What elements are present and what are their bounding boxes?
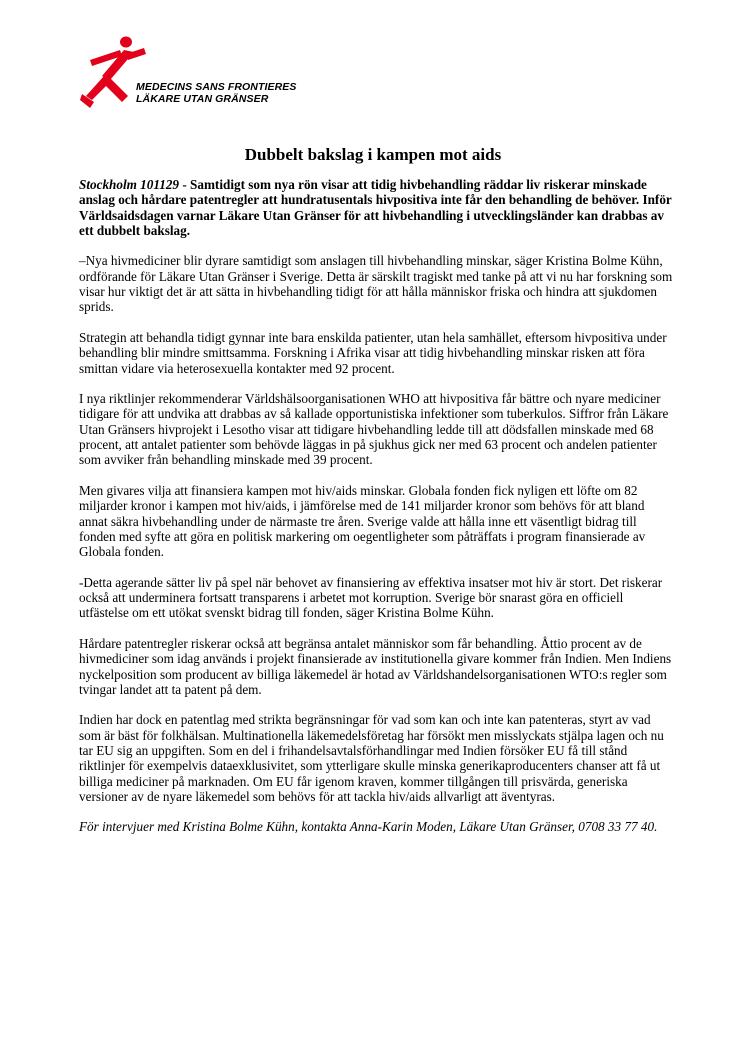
lead-text: - Samtidigt som nya rön visar att tidig hivbehandling räddar liv riskerar minskade anslag och hårdare patentregler att hundratusentals hivpositiva inte får den behandling de behöver. Inför Världsaidsdagen varnar Läkare Utan Gränser för att hivbehandling i utvecklingsländer kan drabbas av ett dubbelt bakslag.: [79, 177, 672, 238]
body-paragraph: –Nya hivmediciner blir dyrare samtidigt som anslagen till hivbehandling minskar, säger Kristina Bolme Kühn, ordförande för Läkare Utan Gränser i Sverige. Detta är särskilt tragiskt med tanke på att vi nu har forskning som visar hur viktigt det är att sätta in hivbehandling tidigt för att hålla människor friska och hindra att sjukdomen sprids.: [79, 253, 673, 315]
dateline: Stockholm 101129: [79, 177, 180, 192]
body-paragraph: Men givares vilja att finansiera kampen mot hiv/aids minskar. Globala fonden fick nyligen ett löfte om 82 miljarder kronor i kampen mot hiv/aids, i jämförelse med de 141 miljarder kronor som behövs för att bland annat säkra hivbehandling under de närmaste tre åren. Sverige valde att hålla inne ett väsentligt bidrag till fonden med syfte att göra en politisk markering om oegentligheter som påträffats i program finansierade av Globala fonden.: [79, 482, 646, 560]
body-paragraph: I nya riktlinjer rekommenderar Världshälsoorganisationen WHO att hivpositiva får bättre och nyare mediciner tidigare för att undvika att drabbas av så kallade opportunistiska infektioner som tuberkulos. Siffror från Läkare Utan Gränsers hivprojekt i Lesotho visar att tidigare hivbehandling ledde till att dödsfallen minskade med 68 procent, att antalet patienter som behövde läggas in på sjukhus gick ner med 63 procent och andelen patienter som avviker från behandling minskade med 39 procent.: [79, 391, 669, 468]
body-paragraph: Hårdare patentregler riskerar också att begränsa antalet människor som får behandling. Åttio procent av de hivmediciner som idag används i projekt finansierade av institutionella givare kommer från Indien. Men Indiens nyckelposition som producent av billiga läkemedel är hotad av Världshandelsorganisationen WTO:s regler som tvingar landet att ta patent på dem.: [79, 635, 672, 697]
body-paragraph: Strategin att behandla tidigt gynnar inte bara enskilda patienter, utan hela samhället, eftersom hivpositiva under behandling blir mindre smittsamma. Forskning i Afrika visar att tidig hivbehandling minskar risken att föra smittan vidare via heterosexuella kontakter med 92 procent.: [79, 329, 667, 376]
lead-paragraph: [79, 177, 675, 238]
msf-logo: [80, 36, 310, 112]
document-title: Dubbelt bakslag i kampen mot aids: [244, 145, 502, 164]
body-paragraph: -Detta agerande sätter liv på spel när behovet av finansiering av effektiva insatser mot hiv är stort. Det riskerar också att underminera fortsatt transparens i arbetet mot korruption. Sverige bör snarast göra en officiell utfästelse om ett utökat svenskt bidrag till fonden, säger Kristina Bolme Kühn.: [79, 574, 663, 621]
body-paragraph: Indien har dock en patentlag med strikta begränsningar för vad som kan och inte kan patenteras, styrt av vad som är bäst för folkhälsan. Multinationella läkemedelsföretag har försökt men misslyckats stjälpa lagen och nu tar EU sig an uppgiften. Som en del i frihandelsavtalsförhandlingar med Indien försöker EU få till stånd riktlinjer för exempelvis dataexklusivitet, som ytterligare skulle minska generikaproducenters chanser att få ut billiga mediciner på marknaden. Om EU får igenom kraven, kommer tillgången till prisvärda, generiska versioner av de nyare läkemedel som behövs för att tackla hiv/aids allvarligt att äventyras.: [79, 712, 664, 804]
document-body: [79, 177, 675, 850]
logo-text-msf: MEDECINS SANS FRONTIERES: [136, 81, 297, 93]
logo-text-lug: LÄKARE UTAN GRÄNSER: [136, 93, 269, 105]
contact-info: För intervjuer med Kristina Bolme Kühn, kontakta Anna-Karin Moden, Läkare Utan Gränser, 0708 33 77 40.: [79, 819, 658, 835]
